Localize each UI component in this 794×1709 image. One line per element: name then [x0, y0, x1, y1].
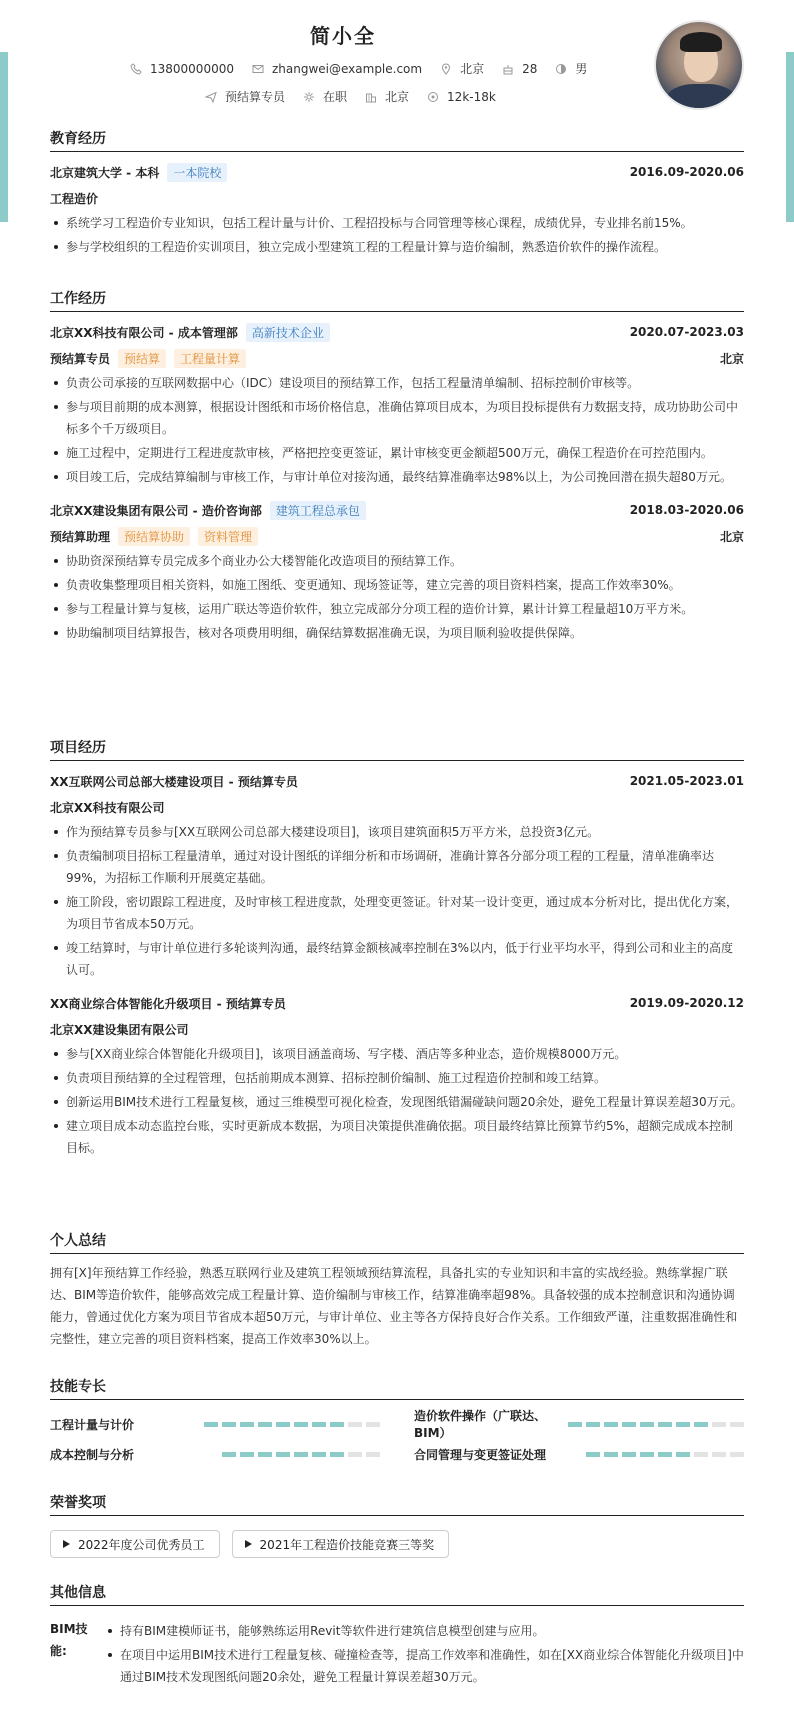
skill-item	[50, 1414, 380, 1434]
project-date: 2019.09-2020.12	[629, 996, 744, 1010]
job-bullets	[50, 372, 744, 488]
role-tag: 资料管理	[198, 527, 258, 546]
skill-level-segment	[294, 1452, 308, 1457]
education-entry-head	[50, 162, 744, 182]
skill-level-segment	[258, 1422, 272, 1427]
education-bullets	[50, 212, 744, 258]
skill-level-segment	[622, 1422, 636, 1427]
summary-text: 拥有[X]年预结算工作经验，熟悉互联网行业及建筑工程领域预结算流程，具备扎实的专业知识和丰富的实战经验。熟练掌握广联达、BIM等造价软件，能够高效完成工程量计算、造价编制与审核工作，结算准确率超98%。具备较强的成本控制意识和沟通协调能力，曾通过优化方案为项目节省成本超50万元，与审计单位、业主等各方保持良好合作关系。工作细致严谨，注重数据准确性和完整性，建立完善的项目资料档案，提高工作效率30%以上。	[50, 1266, 738, 1346]
project-bullets	[50, 821, 744, 981]
job-entry-head	[50, 322, 744, 342]
skill-item	[414, 1409, 744, 1440]
gender-text: 男	[575, 62, 588, 76]
play-triangle-icon	[245, 1540, 252, 1548]
resume-page	[50, 0, 744, 1684]
email-icon	[252, 63, 264, 75]
skill-level-segment	[240, 1422, 254, 1427]
skills-section	[50, 1376, 744, 1464]
list-item: 施工过程中，定期进行工程进度款审核，严格把控变更签证，累计审核变更金额超500万元，确保工程造价在可控范围内。	[50, 442, 744, 464]
skill-name: 造价软件操作（广联达、BIM）	[414, 1409, 547, 1440]
skill-item	[414, 1444, 744, 1464]
salary-icon	[427, 91, 439, 103]
skill-level-bar	[568, 1422, 744, 1427]
skill-level-segment	[312, 1452, 326, 1457]
education-date: 2016.09-2020.06	[629, 165, 744, 179]
projects-section	[50, 737, 744, 1159]
skill-level-segment	[330, 1422, 344, 1427]
phone-item	[130, 62, 234, 76]
awards-section	[50, 1492, 744, 1558]
skill-name: 成本控制与分析	[50, 1447, 135, 1462]
list-item: 参与学校组织的工程造价实训项目，独立完成小型建筑工程的工程量计算与造价编制，熟悉造价软件的操作流程。	[50, 236, 744, 258]
role-tag: 预结算	[118, 349, 166, 368]
list-item: 负责公司承接的互联网数据中心（IDC）建设项目的预结算工作，包括工程量清单编制、招标控制价审核等。	[50, 372, 744, 394]
location-item	[440, 60, 484, 77]
email-item	[252, 62, 422, 76]
other-label: BIM技能:	[50, 1622, 88, 1658]
skill-level-segment	[276, 1422, 290, 1427]
skill-level-segment	[676, 1422, 690, 1427]
building-icon	[365, 91, 377, 103]
status-item	[303, 88, 347, 105]
major-row	[50, 188, 744, 208]
skill-level-segment	[222, 1452, 236, 1457]
skill-level-segment	[730, 1422, 744, 1427]
list-item: 参与项目前期的成本测算，根据设计图纸和市场价格信息，准确估算项目成本，为项目投标提供有力数据支持，成功协助公司中标多个千万级项目。	[50, 396, 744, 440]
skill-level-segment	[640, 1422, 654, 1427]
list-item: 在项目中运用BIM技术进行工程量复核、碰撞检查等，提高工作效率和准确性，如在[XX商业综合体智能化升级项目]中通过BIM技术发现图纸问题20余处，避免工程量计算误差超30万元。	[104, 1644, 744, 1688]
skill-level-segment	[312, 1422, 326, 1427]
award-item	[50, 1530, 220, 1558]
role-name: 预结算助理	[50, 529, 111, 544]
role-tag: 预结算协助	[118, 527, 190, 546]
project-name: XX商业综合体智能化升级项目 - 预结算专员	[50, 996, 286, 1011]
skill-level-segment	[604, 1422, 618, 1427]
skill-name: 合同管理与变更签证处理	[414, 1447, 547, 1462]
job-date: 2018.03-2020.06	[629, 503, 744, 517]
project-name: XX互联网公司总部大楼建设项目 - 预结算专员	[50, 774, 298, 789]
company-tag: 高新技术企业	[246, 323, 330, 342]
list-item: 协助编制项目结算报告，核对各项费用明细，确保结算数据准确无误，为项目顺利验收提供保障。	[50, 622, 744, 644]
candidate-name: 简小全	[310, 24, 376, 48]
role-name: 预结算专员	[50, 351, 111, 366]
other-bullets	[104, 1618, 744, 1688]
project-company-row	[50, 1019, 744, 1039]
company-name: 北京XX科技有限公司 - 成本管理部	[50, 325, 238, 340]
skill-level-segment	[294, 1422, 308, 1427]
summary-section	[50, 1230, 744, 1350]
city-text: 北京	[385, 90, 410, 104]
gender-icon	[555, 63, 567, 75]
city-item	[365, 88, 409, 105]
job-entry-head	[50, 500, 744, 520]
skill-level-segment	[586, 1422, 600, 1427]
job-date: 2020.07-2023.03	[629, 325, 744, 339]
skill-level-segment	[366, 1452, 380, 1457]
skill-name: 工程计量与计价	[50, 1417, 135, 1432]
list-item: 参与[XX商业综合体智能化升级项目]，该项目涵盖商场、写字楼、酒店等多种业态，造价规模8000万元。	[50, 1043, 744, 1065]
school-tag: 一本院校	[167, 163, 227, 182]
skill-level-segment	[730, 1452, 744, 1457]
position-text: 预结算专员	[225, 90, 286, 104]
location-text: 北京	[460, 62, 485, 76]
skill-level-segment	[658, 1422, 672, 1427]
skill-level-segment	[348, 1452, 362, 1457]
job-bullets	[50, 550, 744, 644]
skill-level-segment	[676, 1452, 690, 1457]
skills-grid	[50, 1409, 744, 1464]
list-item: 建立项目成本动态监控台账，实时更新成本数据，为项目决策提供准确依据。项目最终结算比预算节约5%，超额完成成本控制目标。	[50, 1115, 744, 1159]
section-title: 个人总结	[50, 1230, 744, 1254]
play-triangle-icon	[63, 1540, 70, 1548]
list-item: 创新运用BIM技术进行工程量复核，通过三维模型可视化检查，发现图纸错漏碰缺问题20余处，避免工程量计算误差超30万元。	[50, 1091, 744, 1113]
education-section	[50, 128, 744, 258]
list-item: 持有BIM建模师证书，能够熟练运用Revit等软件进行建筑信息模型创建与应用。	[104, 1620, 744, 1642]
school-name: 北京建筑大学 - 本科	[50, 165, 160, 180]
skill-level-segment	[204, 1422, 218, 1427]
salary-text: 12k-18k	[447, 89, 496, 104]
section-title: 荣誉奖项	[50, 1492, 744, 1516]
email-text: zhangwei@example.com	[271, 61, 423, 76]
skill-level-segment	[712, 1452, 726, 1457]
award-text: 2021年工程造价技能竞赛三等奖	[259, 1537, 435, 1552]
age-text: 28	[522, 61, 538, 76]
gender-item	[555, 60, 587, 77]
skill-level-segment	[222, 1422, 236, 1427]
location-pin-icon	[440, 63, 452, 75]
role-row	[50, 526, 744, 546]
section-title: 工作经历	[50, 288, 744, 312]
other-row	[50, 1618, 744, 1688]
age-item	[502, 62, 537, 76]
list-item: 负责项目预结算的全过程管理，包括前期成本测算、招标控制价编制、施工过程造价控制和竣工结算。	[50, 1067, 744, 1089]
project-company-row	[50, 797, 744, 817]
list-item: 竣工结算时，与审计单位进行多轮谈判沟通，最终结算金额核减率控制在3%以内，低于行业平均水平，得到公司和业主的高度认可。	[50, 937, 744, 981]
list-item: 系统学习工程造价专业知识，包括工程计量与计价、工程招投标与合同管理等核心课程，成绩优异，专业排名前15%。	[50, 212, 744, 234]
skill-level-segment	[658, 1452, 672, 1457]
phone-text: 13800000000	[150, 61, 234, 76]
age-icon	[502, 63, 514, 75]
contact-row	[130, 60, 605, 77]
project-bullets	[50, 1043, 744, 1159]
awards-list	[50, 1530, 744, 1558]
job-city: 北京	[719, 351, 744, 366]
right-accent-bar	[786, 52, 794, 222]
left-accent-bar	[0, 52, 8, 222]
section-title: 技能专长	[50, 1376, 744, 1400]
skill-level-segment	[366, 1422, 380, 1427]
section-title: 其他信息	[50, 1582, 744, 1606]
skill-level-segment	[240, 1452, 254, 1457]
work-section	[50, 288, 744, 644]
skill-level-segment	[348, 1422, 362, 1427]
list-item: 负责编制项目招标工程量清单，通过对设计图纸的详细分析和市场调研，准确计算各分部分项工程的工程量，清单准确率达99%，为招标工作顺利开展奠定基础。	[50, 845, 744, 889]
role-tag: 工程量计算	[174, 349, 246, 368]
avatar	[654, 20, 744, 110]
skill-level-segment	[586, 1452, 600, 1457]
award-text: 2022年度公司优秀员工	[78, 1537, 205, 1552]
position-item	[205, 88, 285, 105]
status-text: 在职	[323, 90, 348, 104]
project-company: 北京XX建设集团有限公司	[50, 1022, 189, 1037]
list-item: 负责收集整理项目相关资料，如施工图纸、变更通知、现场签证等，建立完善的项目资料档案，提高工作效率30%。	[50, 574, 744, 596]
award-item	[232, 1530, 450, 1558]
salary-item	[427, 90, 496, 104]
job-city: 北京	[719, 529, 744, 544]
skill-level-segment	[694, 1422, 708, 1427]
job-intent-row	[205, 88, 514, 105]
role-row	[50, 348, 744, 368]
skill-level-segment	[712, 1422, 726, 1427]
list-item: 项目竣工后，完成结算编制与审核工作，与审计单位对接沟通，最终结算准确率达98%以上，为公司挽回潜在损失超80万元。	[50, 466, 744, 488]
skill-level-bar	[222, 1452, 380, 1457]
company-tag: 建筑工程总承包	[270, 501, 366, 520]
skill-item	[50, 1444, 380, 1464]
project-date: 2021.05-2023.01	[629, 774, 744, 788]
skill-level-segment	[694, 1452, 708, 1457]
skill-level-bar	[204, 1422, 380, 1427]
section-title: 项目经历	[50, 737, 744, 761]
list-item: 协助资深预结算专员完成多个商业办公大楼智能化改造项目的预结算工作。	[50, 550, 744, 572]
project-company: 北京XX科技有限公司	[50, 800, 165, 815]
skill-level-segment	[330, 1452, 344, 1457]
list-item: 作为预结算专员参与[XX互联网公司总部大楼建设项目]，该项目建筑面积5万平方米，总投资3亿元。	[50, 821, 744, 843]
major-name: 工程造价	[50, 191, 99, 206]
company-name: 北京XX建设集团有限公司 - 造价咨询部	[50, 503, 262, 518]
send-icon	[205, 91, 217, 103]
skill-level-segment	[604, 1452, 618, 1457]
project-entry-head	[50, 771, 744, 791]
project-entry-head	[50, 993, 744, 1013]
list-item: 施工阶段，密切跟踪工程进度，及时审核工程进度款，处理变更签证。针对某一设计变更，通过成本分析对比，提出优化方案，为项目节省成本50万元。	[50, 891, 744, 935]
other-section	[50, 1582, 744, 1688]
skill-level-segment	[276, 1452, 290, 1457]
resume-header	[50, 0, 744, 128]
gear-icon	[303, 91, 315, 103]
section-title: 教育经历	[50, 128, 744, 152]
skill-level-segment	[640, 1452, 654, 1457]
skill-level-segment	[622, 1452, 636, 1457]
skill-level-segment	[258, 1452, 272, 1457]
skill-level-segment	[568, 1422, 582, 1427]
phone-icon	[130, 63, 142, 75]
list-item: 参与工程量计算与复核，运用广联达等造价软件，独立完成部分分项工程的造价计算，累计计算工程量超10万平方米。	[50, 598, 744, 620]
skill-level-bar	[586, 1452, 744, 1457]
